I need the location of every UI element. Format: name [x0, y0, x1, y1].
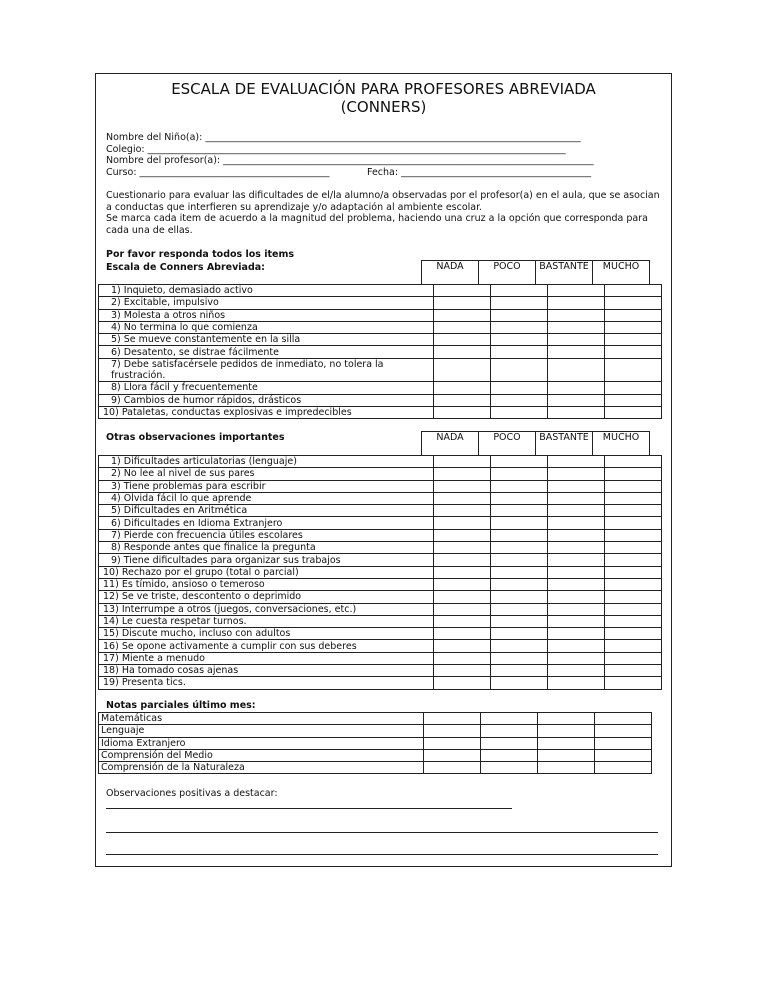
table-row [99, 529, 662, 541]
answer-cell[interactable] [605, 566, 662, 578]
table-row [99, 334, 662, 346]
answer-cell[interactable] [548, 542, 605, 554]
column-bastante: BASTANTE [536, 261, 593, 285]
answer-cell[interactable] [605, 346, 662, 358]
answer-cell[interactable] [548, 309, 605, 321]
answer-cell[interactable] [491, 640, 548, 652]
title-line-2: (CONNERS) [340, 98, 427, 116]
table-row [99, 394, 662, 406]
answer-cell[interactable] [491, 321, 548, 333]
answer-cell[interactable] [434, 334, 491, 346]
teacher-name-field[interactable]: Nombre del profesor(a): ______________________________________________________________________________ [106, 155, 594, 166]
section1-heading: Por favor responda todos los items [106, 249, 295, 260]
answer-cell[interactable] [605, 603, 662, 615]
answer-cell[interactable] [605, 334, 662, 346]
answer-cell[interactable] [434, 505, 491, 517]
item-label: 3) Tiene problemas para escribir [99, 480, 434, 492]
answer-cell[interactable] [491, 677, 548, 689]
answer-cell[interactable] [605, 640, 662, 652]
table-row [99, 737, 652, 749]
table-row [99, 762, 652, 774]
answer-cell[interactable] [491, 566, 548, 578]
column-mucho: MUCHO [593, 432, 650, 456]
item-label: 4) Olvida fácil lo que aprende [99, 492, 434, 504]
answer-cell[interactable] [595, 713, 652, 725]
table-row [99, 505, 662, 517]
table-row [99, 480, 662, 492]
table-row [99, 652, 662, 664]
section1-column-headers [421, 260, 650, 285]
table-row [99, 578, 662, 590]
item-label: Comprensión de la Naturaleza [99, 762, 424, 774]
answer-cell[interactable] [548, 591, 605, 603]
answer-cell[interactable] [605, 321, 662, 333]
answer-cell[interactable] [605, 542, 662, 554]
table-row [99, 628, 662, 640]
answer-cell[interactable] [548, 480, 605, 492]
item-label: 5) Dificultades en Aritmética [99, 505, 434, 517]
answer-cell[interactable] [434, 640, 491, 652]
item-label: 6) Desatento, se distrae fácilmente [99, 346, 434, 358]
answer-cell[interactable] [491, 456, 548, 468]
answer-cell[interactable] [424, 713, 481, 725]
observation-line-3[interactable] [106, 854, 658, 855]
item-label: Idioma Extranjero [99, 737, 424, 749]
answer-cell[interactable] [434, 628, 491, 640]
table-row [99, 346, 662, 358]
answer-cell[interactable] [605, 406, 662, 418]
answer-cell[interactable] [491, 591, 548, 603]
answer-cell[interactable] [605, 591, 662, 603]
item-label: 7) Pierde con frecuencia útiles escolares [99, 529, 434, 541]
answer-cell[interactable] [491, 505, 548, 517]
answer-cell[interactable] [605, 382, 662, 394]
item-label: 2) Excitable, impulsivo [99, 297, 434, 309]
evaluation-form [95, 73, 672, 867]
observation-line-1[interactable] [106, 808, 512, 809]
item-label: 12) Se ve triste, descontento o deprimido [99, 591, 434, 603]
observations-table [98, 455, 662, 690]
answer-cell[interactable] [548, 492, 605, 504]
item-label: 18) Ha tomado cosas ajenas [99, 665, 434, 677]
answer-cell[interactable] [491, 394, 548, 406]
answer-cell[interactable] [605, 492, 662, 504]
answer-cell[interactable] [548, 578, 605, 590]
answer-cell[interactable] [605, 665, 662, 677]
item-label: 7) Debe satisfacérsele pedidos de inmediato, no tolera la frustración. [99, 358, 434, 382]
item-label: Comprensión del Medio [99, 749, 424, 761]
answer-cell[interactable] [491, 665, 548, 677]
child-name-field[interactable]: Nombre del Niño(a): _______________________________________________________________________________ [106, 132, 581, 143]
item-label: 9) Cambios de humor rápidos, drásticos [99, 394, 434, 406]
table-row [99, 713, 652, 725]
answer-cell[interactable] [491, 309, 548, 321]
answer-cell[interactable] [548, 334, 605, 346]
table-row [99, 468, 662, 480]
answer-cell[interactable] [491, 517, 548, 529]
answer-cell[interactable] [548, 615, 605, 627]
table-row [99, 492, 662, 504]
table-row [99, 297, 662, 309]
answer-cell[interactable] [605, 517, 662, 529]
table-row [99, 358, 662, 382]
item-label: 8) Responde antes que finalice la pregunta [99, 542, 434, 554]
answer-cell[interactable] [548, 321, 605, 333]
course-field[interactable]: Curso: ________________________________________ [106, 167, 330, 178]
table-row [99, 566, 662, 578]
answer-cell[interactable] [434, 652, 491, 664]
answer-cell[interactable] [434, 321, 491, 333]
table-row [99, 542, 662, 554]
answer-cell[interactable] [434, 554, 491, 566]
answer-cell[interactable] [548, 640, 605, 652]
table-row [99, 640, 662, 652]
answer-cell[interactable] [424, 737, 481, 749]
section2-column-headers [421, 431, 650, 456]
answer-cell[interactable] [491, 406, 548, 418]
answer-cell[interactable] [491, 285, 548, 297]
answer-cell[interactable] [605, 468, 662, 480]
answer-cell[interactable] [548, 406, 605, 418]
answer-cell[interactable] [548, 603, 605, 615]
answer-cell[interactable] [424, 725, 481, 737]
answer-cell[interactable] [434, 591, 491, 603]
table-row [99, 615, 662, 627]
answer-cell[interactable] [434, 566, 491, 578]
table-row [99, 665, 662, 677]
table-row [99, 406, 662, 418]
item-label: 15) Discute mucho, incluso con adultos [99, 628, 434, 640]
answer-cell[interactable] [434, 346, 491, 358]
observation-line-2[interactable] [106, 832, 658, 833]
answer-cell[interactable] [491, 578, 548, 590]
answer-cell[interactable] [548, 505, 605, 517]
item-label: Lenguaje [99, 725, 424, 737]
table-row [99, 725, 652, 737]
answer-cell[interactable] [605, 480, 662, 492]
table-row [99, 285, 662, 297]
table-row [99, 321, 662, 333]
answer-cell[interactable] [548, 677, 605, 689]
instructions-paragraph-2: Se marca cada item de acuerdo a la magnitud del problema, haciendo una cruz a la opción que corresponda para cada una de ellas. [106, 213, 648, 236]
table-row [99, 382, 662, 394]
table-row [99, 677, 662, 689]
answer-cell[interactable] [605, 285, 662, 297]
answer-cell[interactable] [491, 529, 548, 541]
answer-cell[interactable] [538, 762, 595, 774]
table-row [99, 603, 662, 615]
answer-cell[interactable] [434, 309, 491, 321]
answer-cell[interactable] [548, 628, 605, 640]
answer-cell[interactable] [548, 358, 605, 382]
answer-cell[interactable] [434, 297, 491, 309]
answer-cell[interactable] [481, 737, 538, 749]
answer-cell[interactable] [538, 737, 595, 749]
answer-cell[interactable] [434, 406, 491, 418]
column-bastante: BASTANTE [536, 432, 593, 456]
section2-heading: Otras observaciones importantes [106, 432, 285, 443]
answer-cell[interactable] [548, 652, 605, 664]
form-title [96, 80, 671, 116]
answer-cell[interactable] [605, 529, 662, 541]
answer-cell[interactable] [491, 468, 548, 480]
answer-cell[interactable] [481, 749, 538, 761]
answer-cell[interactable] [548, 529, 605, 541]
answer-cell[interactable] [605, 578, 662, 590]
answer-cell[interactable] [548, 517, 605, 529]
answer-cell[interactable] [424, 762, 481, 774]
answer-cell[interactable] [434, 542, 491, 554]
answer-cell[interactable] [434, 285, 491, 297]
answer-cell[interactable] [538, 713, 595, 725]
answer-cell[interactable] [605, 628, 662, 640]
answer-cell[interactable] [548, 566, 605, 578]
answer-cell[interactable] [434, 358, 491, 382]
answer-cell[interactable] [548, 285, 605, 297]
item-label: 4) No termina lo que comienza [99, 321, 434, 333]
title-line-1: ESCALA DE EVALUACIÓN PARA PROFESORES ABREVIADA [171, 80, 596, 98]
answer-cell[interactable] [491, 334, 548, 346]
answer-cell[interactable] [605, 652, 662, 664]
answer-cell[interactable] [595, 749, 652, 761]
answer-cell[interactable] [548, 346, 605, 358]
answer-cell[interactable] [605, 394, 662, 406]
answer-cell[interactable] [491, 615, 548, 627]
item-label: 1) Inquieto, demasiado activo [99, 285, 434, 297]
answer-cell[interactable] [434, 468, 491, 480]
table-row [99, 591, 662, 603]
answer-cell[interactable] [491, 382, 548, 394]
column-nada: NADA [422, 261, 479, 285]
answer-cell[interactable] [605, 677, 662, 689]
item-label: 8) Llora fácil y frecuentemente [99, 382, 434, 394]
school-field[interactable]: Colegio: ________________________________________________________________________________________ [106, 144, 566, 155]
answer-cell[interactable] [605, 309, 662, 321]
answer-cell[interactable] [548, 554, 605, 566]
item-label: 5) Se mueve constantemente en la silla [99, 334, 434, 346]
item-label: 9) Tiene dificultades para organizar sus trabajos [99, 554, 434, 566]
conners-scale-table [98, 284, 662, 419]
item-label: 19) Presenta tics. [99, 677, 434, 689]
answer-cell[interactable] [548, 468, 605, 480]
answer-cell[interactable] [434, 382, 491, 394]
answer-cell[interactable] [434, 394, 491, 406]
answer-cell[interactable] [491, 346, 548, 358]
answer-cell[interactable] [595, 762, 652, 774]
item-label: 10) Pataletas, conductas explosivas e impredecibles [99, 406, 434, 418]
answer-cell[interactable] [538, 725, 595, 737]
answer-cell[interactable] [605, 456, 662, 468]
item-label: 16) Se opone activamente a cumplir con sus deberes [99, 640, 434, 652]
grades-table [98, 712, 652, 774]
answer-cell[interactable] [491, 492, 548, 504]
answer-cell[interactable] [595, 737, 652, 749]
positive-observations-label: Observaciones positivas a destacar: [106, 788, 278, 799]
answer-cell[interactable] [434, 492, 491, 504]
answer-cell[interactable] [491, 603, 548, 615]
item-label: 1) Dificultades articulatorias (lenguaje) [99, 456, 434, 468]
answer-cell[interactable] [434, 529, 491, 541]
answer-cell[interactable] [548, 665, 605, 677]
answer-cell[interactable] [481, 725, 538, 737]
answer-cell[interactable] [481, 713, 538, 725]
answer-cell[interactable] [424, 749, 481, 761]
item-label: 14) Le cuesta respetar turnos. [99, 615, 434, 627]
table-row [99, 554, 662, 566]
answer-cell[interactable] [548, 456, 605, 468]
item-label: Matemáticas [99, 713, 424, 725]
answer-cell[interactable] [548, 382, 605, 394]
date-field[interactable]: Fecha: ________________________________________ [367, 167, 592, 178]
column-mucho: MUCHO [593, 261, 650, 285]
answer-cell[interactable] [491, 554, 548, 566]
answer-cell[interactable] [491, 628, 548, 640]
instructions [106, 190, 661, 236]
answer-cell[interactable] [605, 505, 662, 517]
answer-cell[interactable] [491, 358, 548, 382]
section3-heading: Notas parciales último mes: [106, 700, 256, 711]
table-row [99, 517, 662, 529]
table-row [99, 309, 662, 321]
answer-cell[interactable] [605, 615, 662, 627]
answer-cell[interactable] [434, 677, 491, 689]
answer-cell[interactable] [548, 394, 605, 406]
item-label: 3) Molesta a otros niños [99, 309, 434, 321]
section1-subheading: Escala de Conners Abreviada: [106, 262, 265, 273]
table-row [99, 456, 662, 468]
item-label: 10) Rechazo por el grupo (total o parcial) [99, 566, 434, 578]
item-label: 6) Dificultades en Idioma Extranjero [99, 517, 434, 529]
answer-cell[interactable] [538, 749, 595, 761]
answer-cell[interactable] [605, 358, 662, 382]
answer-cell[interactable] [595, 725, 652, 737]
item-label: 17) Miente a menudo [99, 652, 434, 664]
item-label: 13) Interrumpe a otros (juegos, conversaciones, etc.) [99, 603, 434, 615]
answer-cell[interactable] [434, 578, 491, 590]
column-nada: NADA [422, 432, 479, 456]
item-label: 2) No lee al nivel de sus pares [99, 468, 434, 480]
answer-cell[interactable] [434, 665, 491, 677]
column-poco: POCO [479, 261, 536, 285]
answer-cell[interactable] [491, 542, 548, 554]
table-row [99, 749, 652, 761]
answer-cell[interactable] [491, 297, 548, 309]
answer-cell[interactable] [434, 456, 491, 468]
answer-cell[interactable] [434, 517, 491, 529]
answer-cell[interactable] [434, 480, 491, 492]
answer-cell[interactable] [605, 297, 662, 309]
answer-cell[interactable] [481, 762, 538, 774]
answer-cell[interactable] [491, 652, 548, 664]
answer-cell[interactable] [434, 615, 491, 627]
answer-cell[interactable] [434, 603, 491, 615]
instructions-paragraph-1: Cuestionario para evaluar las dificultades de el/la alumno/a observadas por el profesor(a) en el aula, que se asocian a conductas que interfieren su aprendizaje y/o adaptación al ambiente escolar. [106, 190, 660, 213]
answer-cell[interactable] [491, 480, 548, 492]
answer-cell[interactable] [605, 554, 662, 566]
item-label: 11) Es tímido, ansioso o temeroso [99, 578, 434, 590]
column-poco: POCO [479, 432, 536, 456]
answer-cell[interactable] [548, 297, 605, 309]
